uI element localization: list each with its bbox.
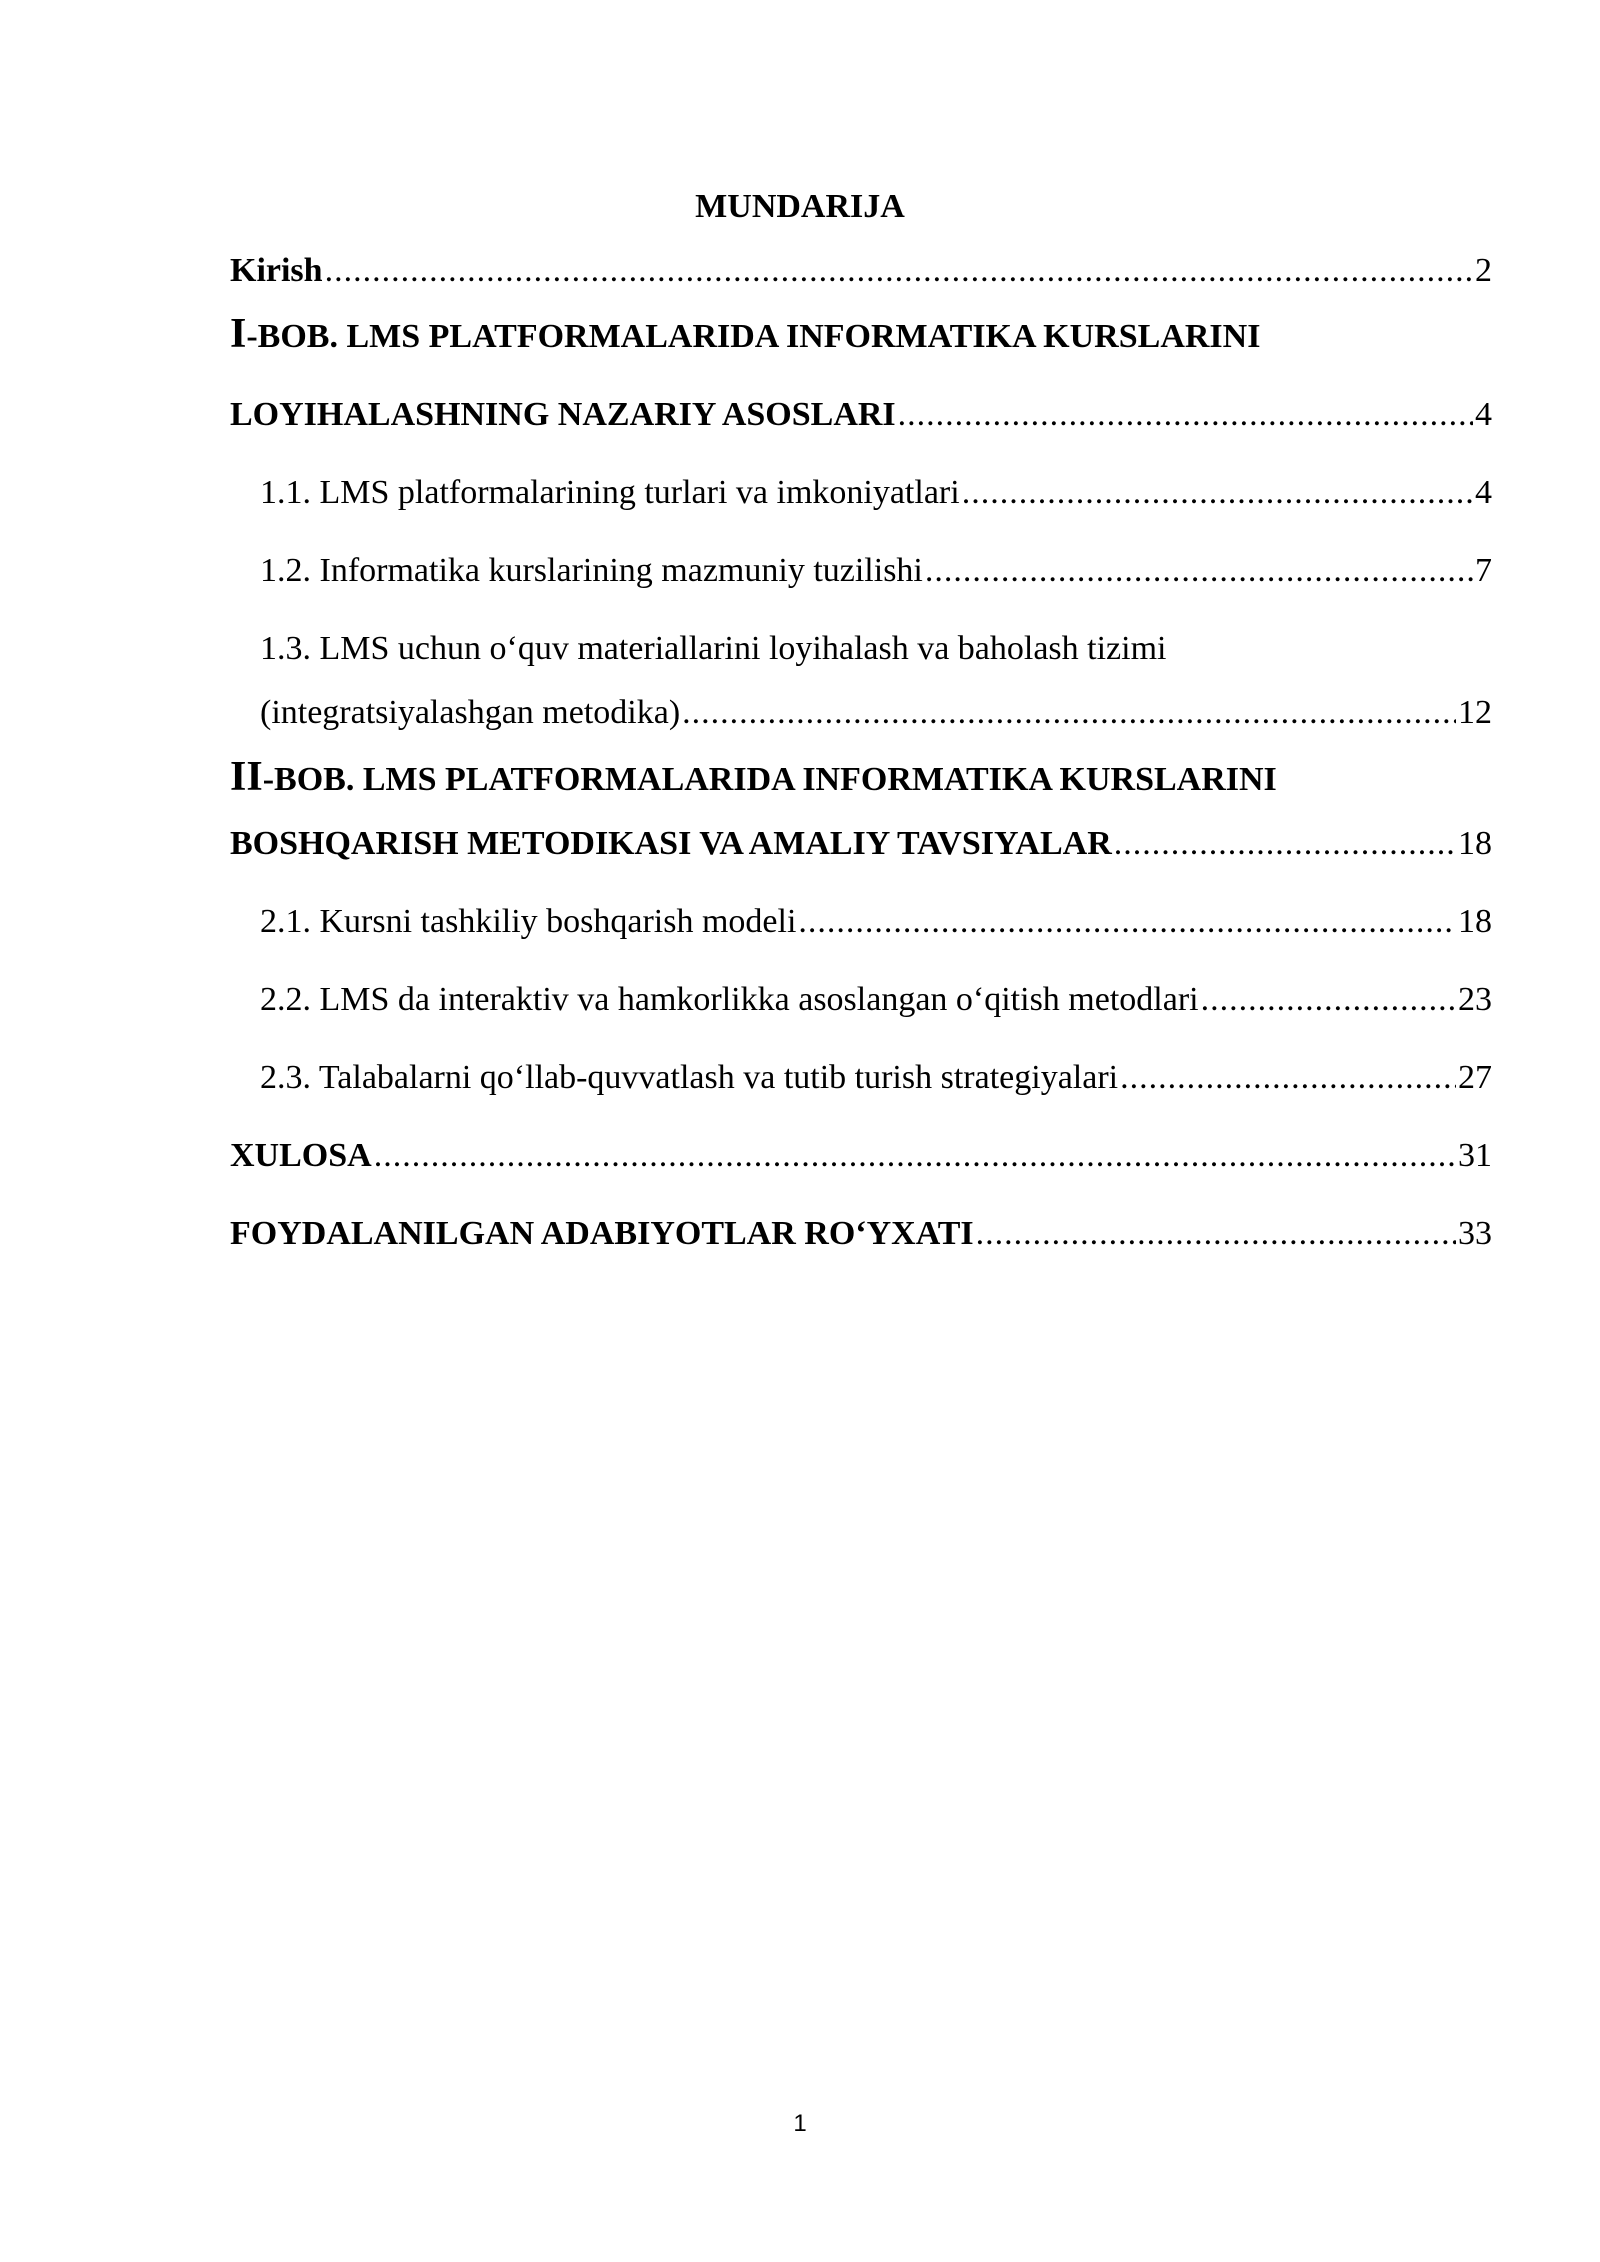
toc-entry-section-1-1 xyxy=(230,469,1492,517)
toc-label: 1.2. Informatika kurslarining mazmuniy tuzilishi xyxy=(260,552,923,589)
table-of-contents xyxy=(230,247,1492,1258)
dot-leader xyxy=(898,391,1473,439)
dot-leader xyxy=(925,547,1473,595)
toc-label: 1.3. LMS uchun o‘quv materiallarini loyihalash va baholash tizimi xyxy=(260,630,1167,667)
dot-leader xyxy=(374,1132,1456,1180)
toc-label-continued: LOYIHALASHNING NAZARIY ASOSLARI xyxy=(230,396,896,433)
toc-entry-section-2-3 xyxy=(230,1054,1492,1102)
toc-entry-xulosa xyxy=(230,1132,1492,1180)
dot-leader xyxy=(1201,976,1456,1024)
toc-page-number: 18 xyxy=(1458,903,1492,940)
toc-entry-section-1-2 xyxy=(230,547,1492,595)
toc-page-number: 33 xyxy=(1458,1215,1492,1252)
page-title: MUNDARIJA xyxy=(695,188,905,225)
toc-page-number: 27 xyxy=(1458,1059,1492,1096)
toc-label: -BOB. LMS PLATFORMALARIDA INFORMATIKA KURSLARINI xyxy=(246,318,1261,355)
toc-label: XULOSA xyxy=(230,1137,372,1174)
toc-entry-kirish xyxy=(230,247,1492,295)
page-number: 1 xyxy=(793,2110,807,2137)
dot-leader xyxy=(1120,1054,1456,1102)
toc-label: FOYDALANILGAN ADABIYOTLAR RO‘YXATI xyxy=(230,1215,974,1252)
dot-leader xyxy=(798,898,1456,946)
dot-leader xyxy=(1114,820,1456,868)
dot-leader xyxy=(682,689,1456,737)
toc-entry-chapter-1 xyxy=(230,310,1492,439)
toc-page-number: 4 xyxy=(1475,396,1492,433)
toc-label: 2.1. Kursni tashkiliy boshqarish modeli xyxy=(260,903,797,940)
toc-entry-chapter-2 xyxy=(230,753,1492,868)
toc-label: Kirish xyxy=(230,252,323,289)
dot-leader xyxy=(962,469,1473,517)
toc-label: -BOB. LMS PLATFORMALARIDA INFORMATIKA KURSLARINI xyxy=(262,761,1277,798)
dot-leader xyxy=(325,247,1473,295)
toc-label-continued: BOSHQARISH METODIKASI VA AMALIY TAVSIYALAR xyxy=(230,825,1112,862)
toc-page-number: 7 xyxy=(1475,552,1492,589)
toc-label: 2.2. LMS da interaktiv va hamkorlikka asoslangan o‘qitish metodlari xyxy=(260,981,1199,1018)
toc-page-number: 12 xyxy=(1458,694,1492,731)
toc-page-number: 23 xyxy=(1458,981,1492,1018)
toc-entry-section-2-1 xyxy=(230,898,1492,946)
toc-label-continued: (integratsiyalashgan metodika) xyxy=(260,694,681,731)
toc-entry-references xyxy=(230,1210,1492,1258)
dot-leader xyxy=(976,1210,1456,1258)
toc-label: 1.1. LMS platformalarining turlari va imkoniyatlari xyxy=(260,474,960,511)
toc-entry-section-2-2 xyxy=(230,976,1492,1024)
toc-label: 2.3. Talabalarni qo‘llab-quvvatlash va tutib turish strategiyalari xyxy=(260,1059,1119,1096)
toc-page-number: 2 xyxy=(1475,252,1492,289)
chapter-roman-numeral: II xyxy=(230,754,263,800)
toc-entry-section-1-3 xyxy=(230,625,1492,737)
toc-page-number: 18 xyxy=(1458,825,1492,862)
chapter-roman-numeral: I xyxy=(230,311,247,357)
toc-page-number: 4 xyxy=(1475,474,1492,511)
toc-page-number: 31 xyxy=(1458,1137,1492,1174)
